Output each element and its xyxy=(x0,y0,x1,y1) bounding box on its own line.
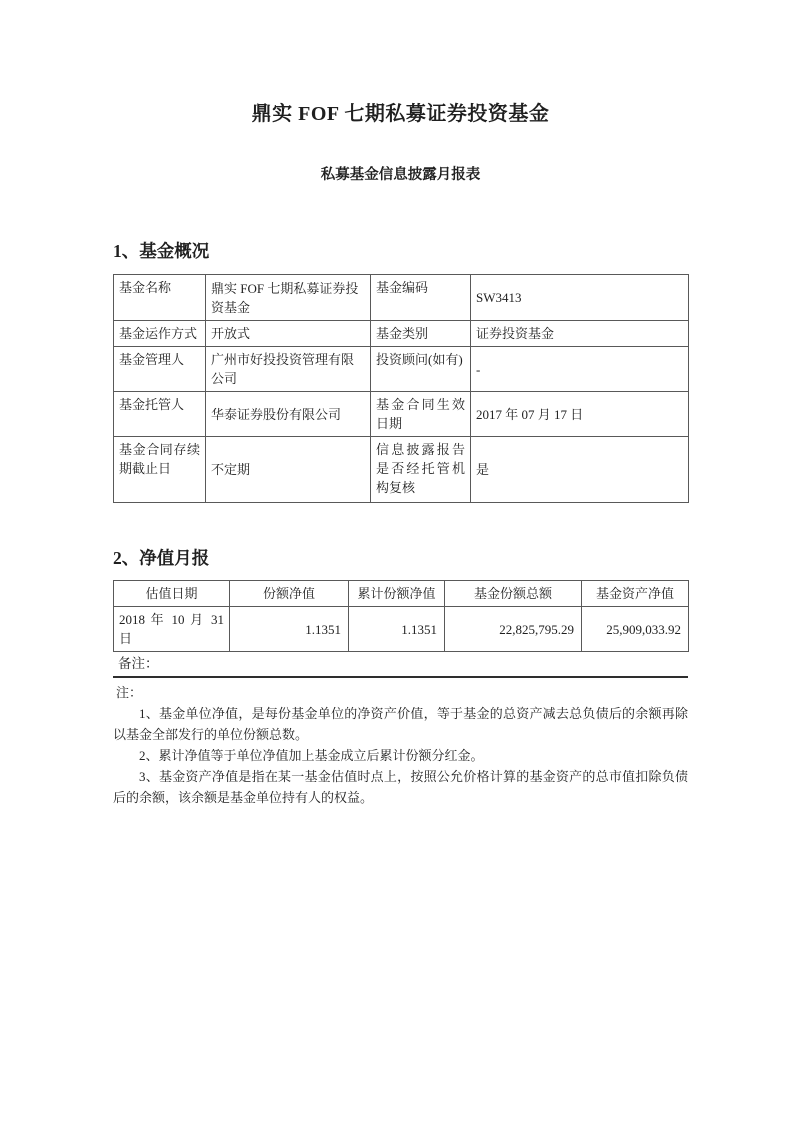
contract-effective-date-value: 2017 年 07 月 17 日 xyxy=(471,392,689,437)
fund-code-label: 基金编码 xyxy=(371,275,471,321)
document-title: 鼎实 FOF 七期私募证券投资基金 xyxy=(251,103,550,125)
table-row xyxy=(114,321,689,347)
nav-monthly-table xyxy=(113,580,689,652)
fund-name-label: 基金名称 xyxy=(114,275,206,321)
custodian-review-label: 信息披露报告是否经托管机构复核 xyxy=(371,437,471,503)
table-header-row xyxy=(114,581,689,607)
fund-manager-value: 广州市好投投资管理有限公司 xyxy=(206,347,371,392)
notes-section xyxy=(113,682,688,808)
table-row xyxy=(114,392,689,437)
operation-mode-label: 基金运作方式 xyxy=(114,321,206,347)
contract-expiry-value: 不定期 xyxy=(206,437,371,503)
fund-overview-table xyxy=(113,274,689,503)
net-asset-value-value: 25,909,033.92 xyxy=(582,607,689,652)
document-subtitle: 私募基金信息披露月报表 xyxy=(320,167,481,183)
table-row xyxy=(114,347,689,392)
cumulative-nav-value: 1.1351 xyxy=(349,607,445,652)
fund-manager-label: 基金管理人 xyxy=(114,347,206,392)
net-asset-value-header: 基金资产净值 xyxy=(582,581,689,607)
total-shares-value: 22,825,795.29 xyxy=(445,607,582,652)
custodian-review-value: 是 xyxy=(471,437,689,503)
note-item: 2、累计净值等于单位净值加上基金成立后累计份额分红金。 xyxy=(139,748,484,763)
remark-label: 备注： xyxy=(118,656,159,671)
total-shares-header: 基金份额总额 xyxy=(445,581,582,607)
fund-custodian-value: 华泰证券股份有限公司 xyxy=(206,392,371,437)
fund-name-value: 鼎实 FOF 七期私募证券投资基金 xyxy=(206,275,371,321)
nav-per-share-header: 份额净值 xyxy=(230,581,349,607)
investment-advisor-label: 投资顾问(如有) xyxy=(371,347,471,392)
fund-type-value: 证券投资基金 xyxy=(471,321,689,347)
note-item: 3、基金资产净值是指在某一基金估值时点上，按照公允价格计算的基金资产的总市值扣除负债后的余额，该余额是基金单位持有人的权益。 xyxy=(113,769,688,805)
section1-heading: 1、基金概况 xyxy=(113,241,210,261)
notes-label: 注： xyxy=(116,685,143,700)
section2-heading: 2、净值月报 xyxy=(113,548,210,568)
valuation-date-header: 估值日期 xyxy=(114,581,230,607)
nav-per-share-value: 1.1351 xyxy=(230,607,349,652)
investment-advisor-value: - xyxy=(471,347,689,392)
fund-type-label: 基金类别 xyxy=(371,321,471,347)
operation-mode-value: 开放式 xyxy=(206,321,371,347)
table-row xyxy=(114,607,689,652)
contract-expiry-label: 基金合同存续期截止日 xyxy=(114,437,206,503)
fund-custodian-label: 基金托管人 xyxy=(114,392,206,437)
table-row xyxy=(114,275,689,321)
contract-effective-date-label: 基金合同生效日期 xyxy=(371,392,471,437)
cumulative-nav-header: 累计份额净值 xyxy=(349,581,445,607)
fund-code-value: SW3413 xyxy=(471,275,689,321)
table-row xyxy=(114,437,689,503)
valuation-date-value: 2018 年 10 月 31 日 xyxy=(114,607,230,652)
note-item: 1、基金单位净值，是每份基金单位的净资产价值，等于基金的总资产减去总负债后的余额再除以基金全部发行的单位份额总数。 xyxy=(113,706,688,742)
footnote-separator xyxy=(113,676,688,678)
